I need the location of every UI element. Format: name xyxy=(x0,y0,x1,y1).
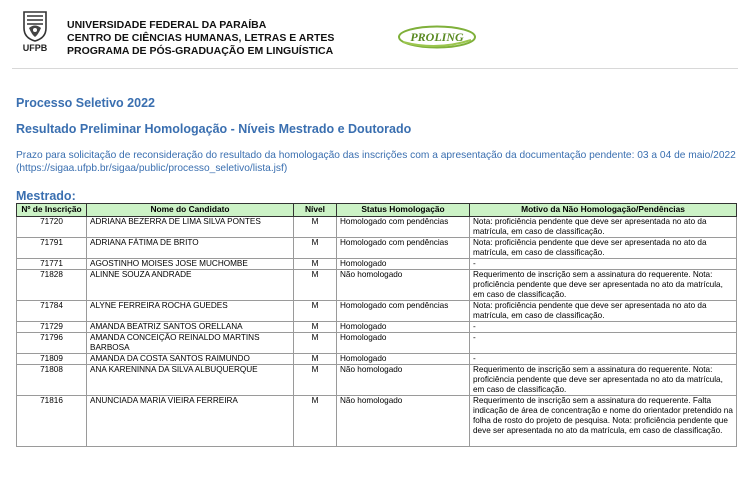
proling-logo-text: PROLING xyxy=(410,30,464,44)
cell-id: 71720 xyxy=(17,216,87,237)
cell-name: AGOSTINHO MOISES JOSE MUCHOMBE xyxy=(87,258,294,269)
results-table xyxy=(16,203,737,447)
cell-id: 71791 xyxy=(17,237,87,258)
cell-level: M xyxy=(294,353,337,364)
institution-name xyxy=(67,19,334,58)
ufpb-seal-label: UFPB xyxy=(22,43,48,53)
cell-name: AMANDA BEATRIZ SANTOS ORELLANA xyxy=(87,321,294,332)
cell-reason: Requerimento de inscrição sem a assinatura do requerente. Falta indicação de área de concentração e nome do orientador pretendido na folha de rosto do projeto de pesquisa. Nota: proficiência pendente que deve ser apresentada no ato da matrícula, em caso de classificação. xyxy=(470,395,737,446)
cell-level: M xyxy=(294,321,337,332)
cell-id: 71796 xyxy=(17,332,87,353)
cell-name: ADRIANA BEZERRA DE LIMA SILVA PONTES xyxy=(87,216,294,237)
cell-level: M xyxy=(294,269,337,300)
cell-id: 71771 xyxy=(17,258,87,269)
column-header-name: Nome do Candidato xyxy=(87,204,294,217)
cell-name: AMANDA CONCEIÇÃO REINALDO MARTINS BARBOSA xyxy=(87,332,294,353)
table-row xyxy=(17,321,737,332)
cell-reason: Nota: proficiência pendente que deve ser apresentada no ato da matrícula, em caso de classificação. xyxy=(470,216,737,237)
cell-status: Não homologado xyxy=(337,395,470,446)
cell-level: M xyxy=(294,237,337,258)
cell-id: 71809 xyxy=(17,353,87,364)
cell-status: Homologado xyxy=(337,258,470,269)
cell-reason: Nota: proficiência pendente que deve ser apresentada no ato da matrícula, em caso de classificação. xyxy=(470,300,737,321)
table-row xyxy=(17,216,737,237)
cell-id: 71808 xyxy=(17,364,87,395)
cell-level: M xyxy=(294,364,337,395)
cell-status: Homologado xyxy=(337,321,470,332)
institution-line: CENTRO DE CIÊNCIAS HUMANAS, LETRAS E ARTES xyxy=(67,32,335,44)
table-row xyxy=(17,258,737,269)
cell-status: Homologado com pendências xyxy=(337,300,470,321)
table-row xyxy=(17,269,737,300)
cell-id: 71784 xyxy=(17,300,87,321)
cell-name: ANUNCIADA MARIA VIEIRA FERREIRA xyxy=(87,395,294,446)
page-subtitle: Resultado Preliminar Homologação - Níveis Mestrado e Doutorado xyxy=(16,122,412,136)
table-row xyxy=(17,300,737,321)
cell-reason: - xyxy=(470,258,737,269)
cell-reason: - xyxy=(470,353,737,364)
cell-reason: Requerimento de inscrição sem a assinatura do requerente. Nota: proficiência pendente que deve ser apresentada no ato da matrícula, em caso de classificação. xyxy=(470,269,737,300)
proling-logo xyxy=(397,25,477,49)
table-row xyxy=(17,395,737,446)
column-header-reason: Motivo da Não Homologação/Pendências xyxy=(470,204,737,217)
cell-id: 71828 xyxy=(17,269,87,300)
cell-status: Homologado xyxy=(337,332,470,353)
institution-line: PROGRAMA DE PÓS-GRADUAÇÃO EM LINGUÍSTICA xyxy=(67,45,334,57)
cell-id: 71729 xyxy=(17,321,87,332)
column-header-level: Nível xyxy=(294,204,337,217)
column-header-id: Nº de Inscrição xyxy=(17,204,87,217)
cell-level: M xyxy=(294,332,337,353)
cell-level: M xyxy=(294,395,337,446)
cell-reason: - xyxy=(470,332,737,353)
cell-level: M xyxy=(294,300,337,321)
section-title-mestrado: Mestrado: xyxy=(16,189,76,203)
cell-status: Homologado com pendências xyxy=(337,216,470,237)
cell-level: M xyxy=(294,216,337,237)
cell-name: ANA KARENINNA DA SILVA ALBUQUERQUE xyxy=(87,364,294,395)
cell-reason: Nota: proficiência pendente que deve ser apresentada no ato da matrícula, em caso de classificação. xyxy=(470,237,737,258)
ufpb-seal-icon xyxy=(22,10,48,42)
cell-status: Não homologado xyxy=(337,269,470,300)
page-header xyxy=(0,0,751,68)
table-header-row xyxy=(17,204,737,217)
cell-status: Não homologado xyxy=(337,364,470,395)
cell-id: 71816 xyxy=(17,395,87,446)
table-row xyxy=(17,353,737,364)
cell-reason: Requerimento de inscrição sem a assinatura do requerente. Nota: proficiência pendente que deve ser apresentada no ato da matrícula, em caso de classificação. xyxy=(470,364,737,395)
cell-name: ADRIANA FÁTIMA DE BRITO xyxy=(87,237,294,258)
reconsideration-notice: Prazo para solicitação de reconsideração do resultado da homologação das inscrições com a apresentação da documentação pendente: 03 a 04 de maio/2022 (https://sigaa.ufpb.br/sigaa/public/processo_seletivo/lista.jsf) xyxy=(16,150,736,174)
cell-level: M xyxy=(294,258,337,269)
cell-name: ALYNE FERREIRA ROCHA GUEDES xyxy=(87,300,294,321)
institution-line: UNIVERSIDADE FEDERAL DA PARAÍBA xyxy=(67,19,267,31)
table-row xyxy=(17,332,737,353)
page-title: Processo Seletivo 2022 xyxy=(16,96,155,110)
cell-reason: - xyxy=(470,321,737,332)
cell-name: AMANDA DA COSTA SANTOS RAIMUNDO xyxy=(87,353,294,364)
cell-name: ALINNE SOUZA ANDRADE xyxy=(87,269,294,300)
table-row xyxy=(17,237,737,258)
cell-status: Homologado xyxy=(337,353,470,364)
cell-status: Homologado com pendências xyxy=(337,237,470,258)
table-row xyxy=(17,364,737,395)
column-header-status: Status Homologação xyxy=(337,204,470,217)
header-divider xyxy=(12,68,738,69)
